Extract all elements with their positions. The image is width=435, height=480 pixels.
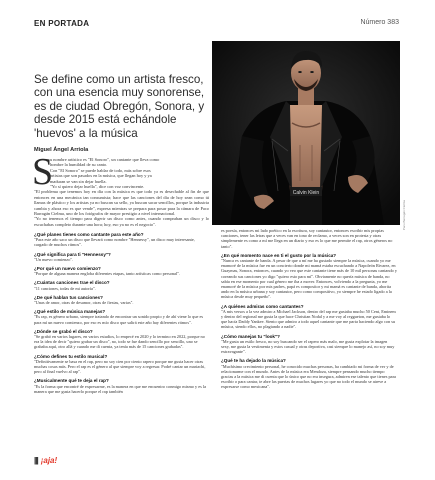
answer: "Muchísimo crecimiento personal, he conocido muchas personas, ha cambiado mi forma de ver y de relacionarme con el mundo. Antes de la música era Mendoza, siempre pensando mucho tiempo gracias a la música me di cuenta que lo único que no era insegura, admiren ese talento que tienes para escribir o para cantar, te abre las puertas de muchos lugares yo que no todo el mundo se atreve a expresarse como mexicana". bbox=[221, 363, 396, 390]
intro-line: artistas que son pasados en la música, que llegan hoy y ya bbox=[50, 173, 152, 179]
intro-line: maduran se van sin dejar huella. bbox=[50, 178, 107, 184]
interview-column-left bbox=[34, 228, 209, 394]
answer: "Se grabó en varios lugares, en varios estudios, lo empecé en 2020 y lo termino en 2022, porque no era la idea de decir "quiero grabar un disco", no, todo se fue dando sencillo por sencillo, uno se grababa aquí, otro allá y cuando me di cuenta, ya tenía más de 15 canciones grabadas". bbox=[34, 334, 205, 350]
photo-credit: Paco Barragán Cielma bbox=[402, 200, 406, 231]
drop-cap: S bbox=[32, 151, 54, 193]
question: ¿Musicalmente qué te deja el rap? bbox=[34, 378, 109, 384]
intro-text bbox=[34, 157, 209, 227]
cover-photo bbox=[212, 41, 400, 225]
footer-logo bbox=[34, 456, 57, 465]
intro-line: Con "El Sonoro" se puede hablar de todo, más sobre esos bbox=[50, 167, 151, 173]
intro-line: "Yo sí quiero dejar huella", dice con voz convincente. bbox=[50, 184, 145, 190]
answer: "Es rap, es género urbano, siempre tratando de encontrar un sonido propio y de ahí viene lo que es para mí un nuevo comienzo, por eso es mío disco que salirá este año hay diferentes ritmos". bbox=[34, 314, 204, 325]
question: ¿Qué planes tienes como cantante para este año? bbox=[34, 232, 144, 237]
answer: "Un nuevo comienzo". bbox=[34, 256, 74, 262]
author-byline: Miguel Ángel Arriola bbox=[34, 147, 89, 153]
answer: "Es la forma que encontré de expresarme, es la manera en que me encuentro conmigo mismo y es la manera que me gusta hacerlo porque el rap también bbox=[34, 383, 207, 394]
underwear-band-text: Calvin Klein bbox=[292, 190, 320, 196]
answer: "Unas de amor, otras de desamor, otras de fiestas, varias". bbox=[34, 300, 134, 306]
question: ¿Dónde se grabó el disco? bbox=[34, 328, 93, 334]
answer: "A mis versos a la vez admiro a Michael Jackson, dentro del rap me gustaba mucho 50 Cent, Eminem y dentro del regional me gusta la que hace Christian Nodal y a me voy al reggaeton, me gustaba lo que hacía Daddy Yankee. Siento que admiro a todo aquel cantante que me parta haciendo algo con su música, siendo ellos, no plagiando a nadie". bbox=[221, 308, 396, 330]
question: ¿Cómo defines tu estilo musical? bbox=[34, 353, 108, 359]
intro-line: u nombre artístico es "El Sonoro", un cantante que lleva como bbox=[50, 157, 160, 162]
question: ¿Qué estilo de música manejas? bbox=[34, 309, 106, 315]
brand-logo: ¡aja! bbox=[40, 456, 58, 465]
issue-number: Número 383 bbox=[360, 19, 399, 26]
footer-bars: ||| bbox=[34, 456, 38, 465]
question: ¿A quiénes admiras como cantantes? bbox=[221, 303, 304, 309]
answer: "Definitivamente se basa en el rap, pero no soy cien por ciento rapero porque me gusta hacer otras muchas cosas más. Pero el rap es el género al que siempre voy a regresar. Podré cantar un mariachi, pero al final vuelvo al rap". bbox=[34, 358, 206, 375]
intro-paragraph: "El problema que tenemos hoy en día con la música es que todo ya es desechable al fin de que entonces en una mecánica tan consumista; hace que las canciones del día de hoy sean como tú llamas de plástico y los artistas ya no buscan su sello, ya buscan sacar sencillos, porque la industria cambia y ahora eso es que vende", expresa mientras se prepara para posar para la cámara de Paco Barragán Cielma, uno de los fotógrafos de mayor prestigio a nivel internacional. bbox=[34, 189, 209, 217]
answer: es poesía, entonces mi lado poético en la escritura, soy cantautor, entonces escribir mis propias canciones, tener las letras que a veces van en tono de reclamo, a veces son en protesta y otras simplemente es como a mí me llega en un diario y eso es lo que me permite el rap, otros géneros no tanto". bbox=[221, 228, 393, 249]
portrait-illustration bbox=[212, 41, 400, 225]
question: ¿En qué momento nace en ti el gusto por la música? bbox=[221, 252, 337, 258]
headline: Se define como un artista fresco, con una esencia muy sonorense, es de ciudad Obregón, Sonora, y desde 2015 está echándole 'huevos' a la música bbox=[34, 73, 205, 140]
question: ¿De qué hablan tus canciones? bbox=[34, 294, 103, 300]
answer: "Para este año saco un disco que llevará como nombre "Hennessy", un disco muy interesante, cargado de muchos ritmos". bbox=[34, 237, 195, 248]
answer: "Nunca es cantante de banda. A pesar de que a mí me ha gustado siempre la música, cuando yo me enamoré de la música fue en un concierto donde mi mamá estaba escuchando a Napoleón Rivarez, en Guaymas, Sonora, entonces, cuando yo veo que este cantante tiene más de 10 mil personas cantando y coreando sus canciones yo digo "quiero esto para mí". Obviamente no quería música de banda, no sabía en ese momento por cual género me iba a mover. Entonces, volviendo a la pregunta, yo me enamoré de la música por mis padres, papá es compositor y mi mamá es cantante de banda, ahorita ando en la música urbana y soy cantautor, pero como compositivo, yo siempre he estado ligado a la música desde muy pequeño". bbox=[221, 258, 397, 300]
interview-column-right bbox=[221, 228, 397, 390]
intro-line: hombre la humildad de su canto. bbox=[50, 162, 108, 168]
answer: "11 canciones, todas de mi autoría". bbox=[34, 285, 96, 291]
question: ¿Qué significa para ti "Hennessy"? bbox=[34, 251, 111, 257]
intro-paragraph: "Yo no tenemos el tiempo para digerir un disco como antes, cuando compraban un disco y lo escuchabas completo durante una hora; hoy, eso ya no es el negocio". bbox=[34, 216, 209, 227]
section-label: EN PORTADA bbox=[34, 19, 90, 28]
answer: "Me gusta un estilo fresco, no soy buscando ser el rapero más malo, me gusta explotar la imagen sexy, me gusta la vestimenta y estos casual y otras deportiva, casi siempre lo manejo así, no soy muy extravagante". bbox=[221, 338, 395, 355]
question: ¿Cuántas canciones trae el disco? bbox=[34, 280, 110, 286]
answer: "Porque de alguna manera engloba diferentes etapas, tanto artísticas como personal". bbox=[34, 271, 180, 277]
question: ¿Por qué un nuevo comienzo? bbox=[34, 266, 101, 272]
question: ¿Qué te ha dejado la música? bbox=[221, 358, 286, 364]
question: ¿Cómo manejas tu "look"? bbox=[221, 333, 280, 339]
